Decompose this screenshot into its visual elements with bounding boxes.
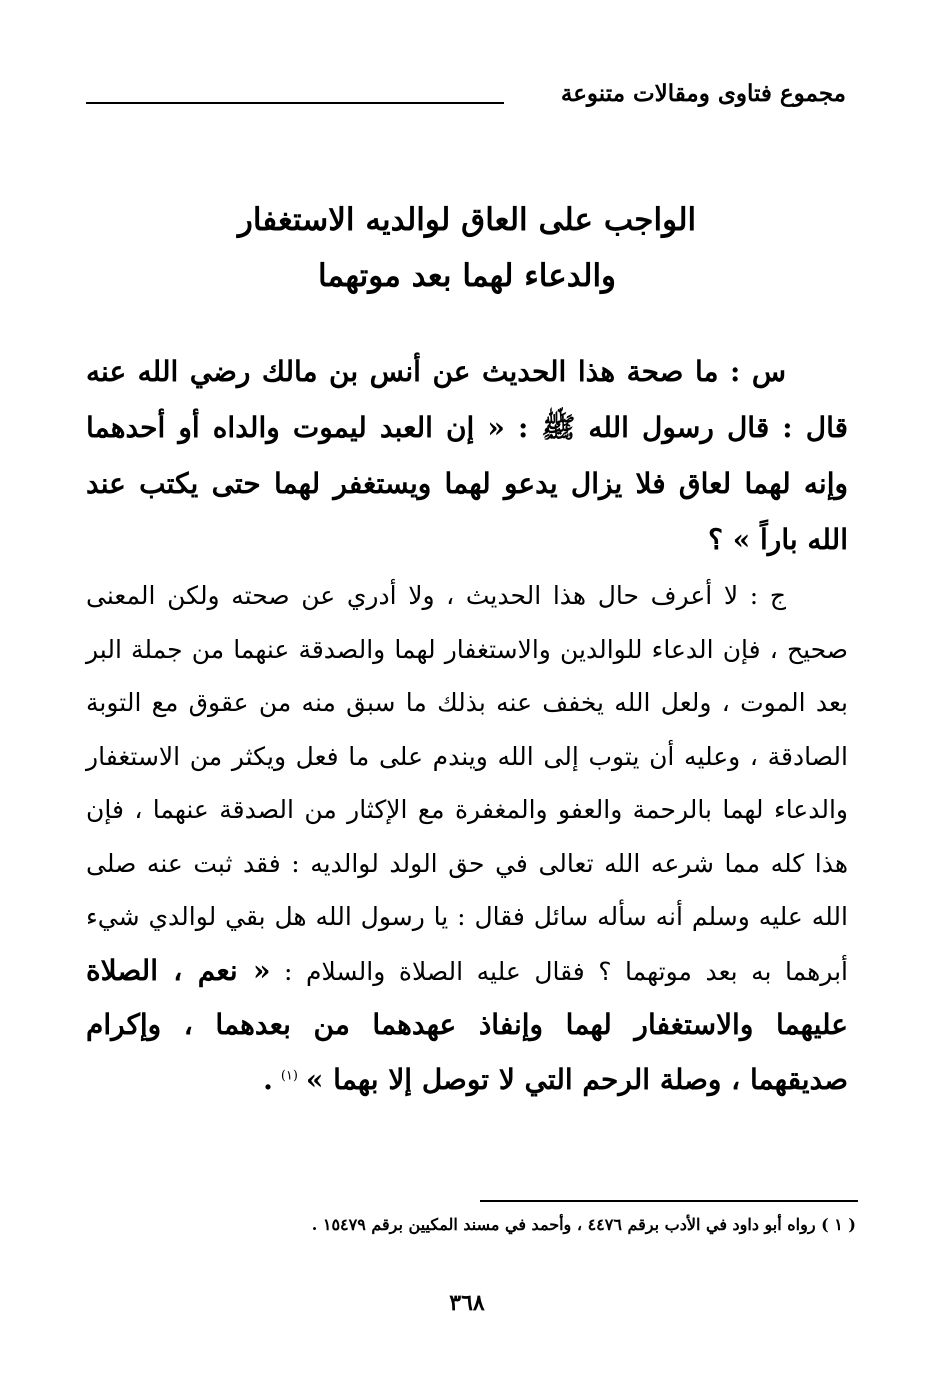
article-title-line-2: والدعاء لهما بعد موتهما [317,258,617,294]
question-paragraph [86,344,848,568]
question-label: س : [730,355,787,388]
answer-paragraph [86,569,848,1107]
question-text: ما صحة هذا الحديث عن أنس بن مالك رضي الله عنه قال : قال رسول الله ﷺ : « إن العبد ليموت والداه أو أحدهما وإنه لهما لعاق فلا يزال يدعو لهما ويستغفر لهما حتى يكتب عند الله باراً » ؟ [86,355,848,556]
running-header: مجموع فتاوى ومقالات متنوعة [560,80,846,107]
answer-text: لا أعرف حال هذا الحديث ، ولا أدري عن صحته ولكن المعنى صحيح ، فإن الدعاء للوالدين والاستغفار لهما والصدقة عنهما من جملة البر بعد الموت ، ولعل الله يخفف عنه بذلك ما سبق منه من عقوق مع التوبة الصادقة ، وعليه أن يتوب إلى الله ويندم على ما فعل ويكثر من الاستغفار والدعاء لهما بالرحمة والعفو والمغفرة مع الإكثار من الصدقة عنهما ، فإن هذا كله مما شرعه الله تعالى في حق الولد لوالديه : فقد ثبت عنه صلى الله عليه وسلم أنه سأله سائل فقال : يا رسول الله هل بقي لوالدي شيء أبرهما به بعد موتهما ؟ فقال عليه الصلاة والسلام : [86,581,848,986]
answer-label: ج : [749,581,786,610]
article-title [150,192,784,304]
footnote-reference: (١) [280,1068,298,1084]
footnote-rule [480,1200,858,1202]
header-rule [86,102,504,104]
answer-end-mark: . [263,1062,273,1096]
footnote: ( ١ ) رواه أبو داود في الأدب برقم ٤٤٧٦ ، وأحمد في مسند المكيين برقم ١٥٤٧٩ . [311,1215,856,1234]
article-title-line-1: الواجب على العاق لوالديه الاستغفار [237,202,697,238]
page-number: ٣٦٨ [449,1290,485,1316]
hadith-quote: « نعم ، الصلاة عليهما والاستغفار لهما وإنفاذ عهدهما من بعدهما ، وإكرام صديقهما ، وصلة الرحم التي لا توصل إلا بهما » [86,953,848,1096]
